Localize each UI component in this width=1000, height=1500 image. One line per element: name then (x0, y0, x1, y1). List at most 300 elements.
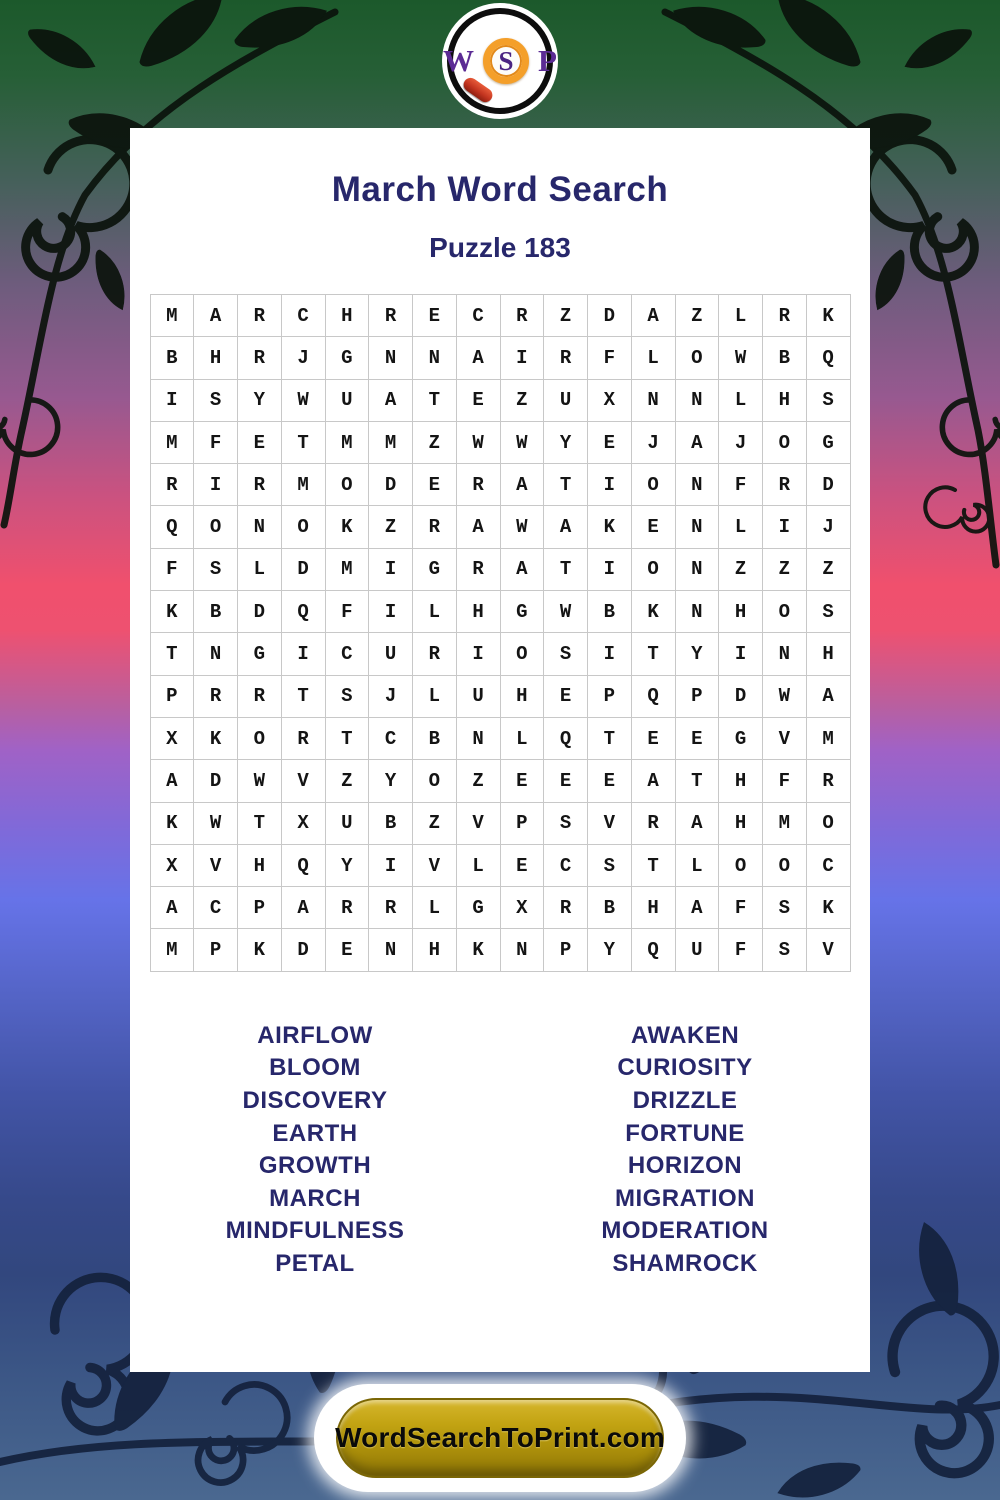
word-item: MIGRATION (614, 1184, 756, 1212)
grid-cell: R (325, 887, 369, 929)
grid-cell: A (806, 675, 850, 717)
grid-cell: K (238, 929, 282, 971)
grid-cell: I (588, 548, 632, 590)
grid-row (150, 421, 850, 463)
grid-cell: Z (500, 379, 544, 421)
grid-cell: N (413, 337, 457, 379)
grid-cell: Q (281, 844, 325, 886)
grid-cell: L (719, 379, 763, 421)
grid-cell: T (281, 675, 325, 717)
grid-cell: U (456, 675, 500, 717)
grid-cell: A (500, 548, 544, 590)
grid-cell: M (150, 421, 194, 463)
grid-cell: Y (544, 421, 588, 463)
grid-cell: C (369, 717, 413, 759)
word-item: AWAKEN (630, 1021, 740, 1049)
grid-row (150, 760, 850, 802)
grid-cell: I (194, 464, 238, 506)
grid-cell: N (369, 929, 413, 971)
grid-cell: H (806, 633, 850, 675)
grid-cell: A (675, 802, 719, 844)
grid-cell: I (150, 379, 194, 421)
grid-cell: V (281, 760, 325, 802)
grid-cell: E (544, 675, 588, 717)
grid-cell: K (456, 929, 500, 971)
grid-cell: N (631, 379, 675, 421)
word-list-right-column (500, 1020, 870, 1281)
grid-cell: S (194, 379, 238, 421)
grid-cell: Y (675, 633, 719, 675)
grid-cell: M (369, 421, 413, 463)
grid-cell: A (456, 337, 500, 379)
grid-cell: D (238, 591, 282, 633)
grid-cell: S (544, 802, 588, 844)
grid-cell: B (413, 717, 457, 759)
grid-cell: U (675, 929, 719, 971)
grid-cell: K (194, 717, 238, 759)
grid-cell: Q (544, 717, 588, 759)
grid-cell: A (150, 760, 194, 802)
grid-cell: X (150, 844, 194, 886)
grid-cell: J (719, 421, 763, 463)
grid-cell: A (369, 379, 413, 421)
grid-cell: R (369, 887, 413, 929)
grid-cell: R (806, 760, 850, 802)
grid-cell: E (588, 760, 632, 802)
word-list (130, 1020, 870, 1281)
grid-cell: L (238, 548, 282, 590)
grid-cell: I (500, 337, 544, 379)
grid-cell: H (631, 887, 675, 929)
word-item: FORTUNE (625, 1119, 745, 1147)
grid-cell: R (500, 295, 544, 337)
word-item: MODERATION (601, 1217, 769, 1245)
grid-row (150, 675, 850, 717)
grid-cell: H (500, 675, 544, 717)
grid-cell: V (413, 844, 457, 886)
grid-cell: O (763, 421, 807, 463)
wsp-logo (442, 3, 558, 119)
grid-cell: L (413, 675, 457, 717)
grid-row (150, 844, 850, 886)
grid-cell: G (719, 717, 763, 759)
grid-cell: L (719, 295, 763, 337)
grid-cell: Z (369, 506, 413, 548)
grid-cell: A (631, 295, 675, 337)
grid-cell: R (369, 295, 413, 337)
puzzle-card (130, 128, 870, 1372)
grid-cell: J (369, 675, 413, 717)
grid-cell: G (238, 633, 282, 675)
grid-cell: Q (631, 675, 675, 717)
grid-cell: O (325, 464, 369, 506)
grid-cell: A (500, 464, 544, 506)
grid-cell: S (806, 591, 850, 633)
grid-cell: E (675, 717, 719, 759)
grid-cell: R (763, 295, 807, 337)
grid-cell: N (500, 929, 544, 971)
site-link-button[interactable]: WordSearchToPrint.com (336, 1398, 664, 1478)
grid-cell: O (763, 591, 807, 633)
grid-cell: D (194, 760, 238, 802)
grid-cell: T (544, 548, 588, 590)
grid-cell: N (369, 337, 413, 379)
grid-cell: B (150, 337, 194, 379)
grid-cell: P (150, 675, 194, 717)
grid-cell: H (413, 929, 457, 971)
grid-row (150, 929, 850, 971)
grid-cell: C (281, 295, 325, 337)
grid-cell: B (194, 591, 238, 633)
grid-cell: M (150, 929, 194, 971)
grid-cell: A (281, 887, 325, 929)
grid-cell: D (588, 295, 632, 337)
grid-cell: M (806, 717, 850, 759)
grid-cell: Y (369, 760, 413, 802)
word-search-grid (150, 294, 851, 972)
grid-cell: F (719, 464, 763, 506)
grid-cell: U (325, 802, 369, 844)
grid-cell: I (369, 591, 413, 633)
grid-cell: A (675, 421, 719, 463)
grid-cell: H (238, 844, 282, 886)
grid-cell: G (500, 591, 544, 633)
grid-cell: F (194, 421, 238, 463)
grid-cell: R (544, 337, 588, 379)
grid-cell: A (631, 760, 675, 802)
grid-cell: C (544, 844, 588, 886)
grid-cell: R (238, 295, 282, 337)
grid-cell: V (806, 929, 850, 971)
grid-row (150, 887, 850, 929)
grid-cell: K (631, 591, 675, 633)
grid-cell: I (369, 844, 413, 886)
grid-cell: W (719, 337, 763, 379)
grid-cell: X (500, 887, 544, 929)
grid-cell: F (719, 929, 763, 971)
word-item: DISCOVERY (242, 1086, 388, 1114)
grid-cell: J (631, 421, 675, 463)
grid-cell: V (194, 844, 238, 886)
logo-letter-w: W (443, 43, 475, 78)
grid-cell: F (325, 591, 369, 633)
grid-cell: B (588, 887, 632, 929)
grid-cell: I (588, 464, 632, 506)
grid-cell: H (325, 295, 369, 337)
grid-cell: L (456, 844, 500, 886)
grid-cell: H (719, 760, 763, 802)
grid-cell: W (500, 506, 544, 548)
grid-row (150, 506, 850, 548)
grid-cell: E (325, 929, 369, 971)
grid-cell: N (675, 591, 719, 633)
grid-cell: R (544, 887, 588, 929)
grid-cell: M (281, 464, 325, 506)
grid-cell: Q (281, 591, 325, 633)
grid-cell: F (150, 548, 194, 590)
grid-cell: S (806, 379, 850, 421)
grid-cell: O (631, 548, 675, 590)
grid-cell: E (631, 506, 675, 548)
grid-cell: I (281, 633, 325, 675)
grid-cell: T (588, 717, 632, 759)
grid-cell: E (631, 717, 675, 759)
grid-cell: P (194, 929, 238, 971)
grid-cell: W (194, 802, 238, 844)
grid-cell: I (763, 506, 807, 548)
grid-cell: T (631, 633, 675, 675)
grid-row (150, 717, 850, 759)
grid-cell: I (588, 633, 632, 675)
grid-cell: E (413, 295, 457, 337)
logo-letter-s: S (498, 45, 514, 76)
grid-cell: S (544, 633, 588, 675)
grid-cell: O (413, 760, 457, 802)
grid-cell: T (544, 464, 588, 506)
grid-cell: W (763, 675, 807, 717)
grid-cell: R (238, 464, 282, 506)
grid-cell: U (544, 379, 588, 421)
grid-cell: Z (719, 548, 763, 590)
grid-cell: Q (806, 337, 850, 379)
word-item: GROWTH (258, 1152, 372, 1180)
grid-cell: G (325, 337, 369, 379)
grid-cell: R (194, 675, 238, 717)
grid-cell: E (588, 421, 632, 463)
grid-row (150, 633, 850, 675)
grid-cell: O (719, 844, 763, 886)
page-title: March Word Search (331, 170, 669, 209)
grid-cell: N (675, 506, 719, 548)
grid-cell: V (763, 717, 807, 759)
grid-cell: F (763, 760, 807, 802)
grid-cell: C (194, 887, 238, 929)
grid-cell: U (369, 633, 413, 675)
grid-cell: X (281, 802, 325, 844)
grid-cell: M (325, 548, 369, 590)
grid-cell: X (588, 379, 632, 421)
grid-cell: A (675, 887, 719, 929)
grid-cell: K (150, 802, 194, 844)
grid-cell: A (456, 506, 500, 548)
grid-cell: N (194, 633, 238, 675)
grid-cell: C (806, 844, 850, 886)
grid-cell: O (194, 506, 238, 548)
grid-cell: W (500, 421, 544, 463)
grid-cell: K (806, 887, 850, 929)
grid-cell: N (675, 379, 719, 421)
grid-cell: V (456, 802, 500, 844)
grid-cell: L (500, 717, 544, 759)
grid-cell: T (281, 421, 325, 463)
grid-cell: S (194, 548, 238, 590)
grid-cell: W (238, 760, 282, 802)
grid-cell: I (719, 633, 763, 675)
grid-cell: Z (413, 802, 457, 844)
grid-row (150, 379, 850, 421)
grid-cell: D (281, 929, 325, 971)
grid-cell: L (413, 591, 457, 633)
grid-cell: S (763, 929, 807, 971)
grid-cell: T (325, 717, 369, 759)
grid-cell: Z (806, 548, 850, 590)
word-item: HORIZON (627, 1152, 743, 1180)
grid-cell: N (456, 717, 500, 759)
grid-cell: T (238, 802, 282, 844)
grid-cell: P (675, 675, 719, 717)
grid-cell: W (456, 421, 500, 463)
grid-cell: I (369, 548, 413, 590)
grid-cell: Z (763, 548, 807, 590)
grid-cell: P (544, 929, 588, 971)
grid-cell: I (456, 633, 500, 675)
grid-cell: B (588, 591, 632, 633)
grid-cell: H (763, 379, 807, 421)
word-item: CURIOSITY (617, 1054, 753, 1082)
puzzle-number: Puzzle 183 (429, 232, 571, 263)
grid-row (150, 802, 850, 844)
grid-cell: Z (675, 295, 719, 337)
grid-cell: P (588, 675, 632, 717)
magnifying-glass-icon (483, 38, 529, 84)
grid-row (150, 591, 850, 633)
grid-cell: X (150, 717, 194, 759)
grid-row (150, 295, 850, 337)
grid-cell: N (238, 506, 282, 548)
grid-cell: L (719, 506, 763, 548)
grid-cell: L (631, 337, 675, 379)
grid-cell: P (500, 802, 544, 844)
grid-cell: Z (325, 760, 369, 802)
grid-cell: G (806, 421, 850, 463)
grid-cell: F (719, 887, 763, 929)
word-item: BLOOM (269, 1054, 361, 1082)
grid-cell: E (456, 379, 500, 421)
grid-cell: S (588, 844, 632, 886)
grid-cell: E (500, 760, 544, 802)
grid-cell: O (675, 337, 719, 379)
grid-cell: R (238, 337, 282, 379)
grid-cell: R (413, 633, 457, 675)
grid-cell: W (544, 591, 588, 633)
grid-cell: H (719, 591, 763, 633)
grid-cell: E (500, 844, 544, 886)
grid-cell: O (238, 717, 282, 759)
grid-cell: Y (238, 379, 282, 421)
grid-cell: O (806, 802, 850, 844)
grid-cell: K (588, 506, 632, 548)
word-item: EARTH (272, 1119, 358, 1147)
grid-cell: N (763, 633, 807, 675)
grid-cell: O (631, 464, 675, 506)
grid-cell: S (763, 887, 807, 929)
grid-cell: U (325, 379, 369, 421)
logo-letter-p: P (538, 43, 557, 78)
logo-letters (442, 3, 558, 119)
grid-cell: R (150, 464, 194, 506)
grid-cell: R (413, 506, 457, 548)
grid-cell: Z (456, 760, 500, 802)
grid-cell: L (413, 887, 457, 929)
grid-cell: E (544, 760, 588, 802)
word-item: PETAL (275, 1249, 355, 1277)
grid-cell: R (238, 675, 282, 717)
grid-cell: O (281, 506, 325, 548)
grid-cell: B (763, 337, 807, 379)
grid-cell: J (281, 337, 325, 379)
grid-cell: A (544, 506, 588, 548)
word-item: MARCH (269, 1184, 361, 1212)
grid-row (150, 464, 850, 506)
grid-cell: E (238, 421, 282, 463)
grid-cell: H (194, 337, 238, 379)
grid-cell: B (369, 802, 413, 844)
word-item: AIRFLOW (257, 1021, 373, 1049)
grid-cell: L (675, 844, 719, 886)
grid-cell: W (281, 379, 325, 421)
grid-cell: H (456, 591, 500, 633)
grid-cell: S (325, 675, 369, 717)
grid-cell: T (631, 844, 675, 886)
grid-cell: R (456, 548, 500, 590)
grid-cell: R (456, 464, 500, 506)
grid-cell: O (763, 844, 807, 886)
grid-cell: Y (588, 929, 632, 971)
grid-cell: M (325, 421, 369, 463)
grid-cell: P (238, 887, 282, 929)
grid-cell: G (413, 548, 457, 590)
grid-cell: R (281, 717, 325, 759)
word-list-left-column (130, 1020, 500, 1281)
grid-cell: C (456, 295, 500, 337)
grid-cell: A (150, 887, 194, 929)
grid-cell: Z (544, 295, 588, 337)
grid-cell: Z (413, 421, 457, 463)
grid-cell: D (719, 675, 763, 717)
word-item: SHAMROCK (612, 1249, 758, 1277)
grid-cell: D (369, 464, 413, 506)
word-item: MINDFULNESS (225, 1217, 405, 1245)
grid-cell: M (150, 295, 194, 337)
grid-cell: A (194, 295, 238, 337)
grid-cell: G (456, 887, 500, 929)
grid-cell: R (763, 464, 807, 506)
grid-cell: D (281, 548, 325, 590)
grid-cell: N (675, 548, 719, 590)
grid-cell: V (588, 802, 632, 844)
grid-cell: J (806, 506, 850, 548)
grid-cell: M (763, 802, 807, 844)
grid-cell: E (413, 464, 457, 506)
grid-cell: K (806, 295, 850, 337)
grid-cell: T (413, 379, 457, 421)
grid-cell: R (631, 802, 675, 844)
grid-cell: K (150, 591, 194, 633)
grid-cell: Q (631, 929, 675, 971)
grid-cell: T (675, 760, 719, 802)
grid-cell: O (500, 633, 544, 675)
grid-cell: F (588, 337, 632, 379)
grid-row (150, 337, 850, 379)
grid-cell: Y (325, 844, 369, 886)
grid-cell: D (806, 464, 850, 506)
grid-cell: N (675, 464, 719, 506)
grid-cell: K (325, 506, 369, 548)
grid-cell: T (150, 633, 194, 675)
grid-row (150, 548, 850, 590)
grid-cell: Q (150, 506, 194, 548)
grid-cell: H (719, 802, 763, 844)
